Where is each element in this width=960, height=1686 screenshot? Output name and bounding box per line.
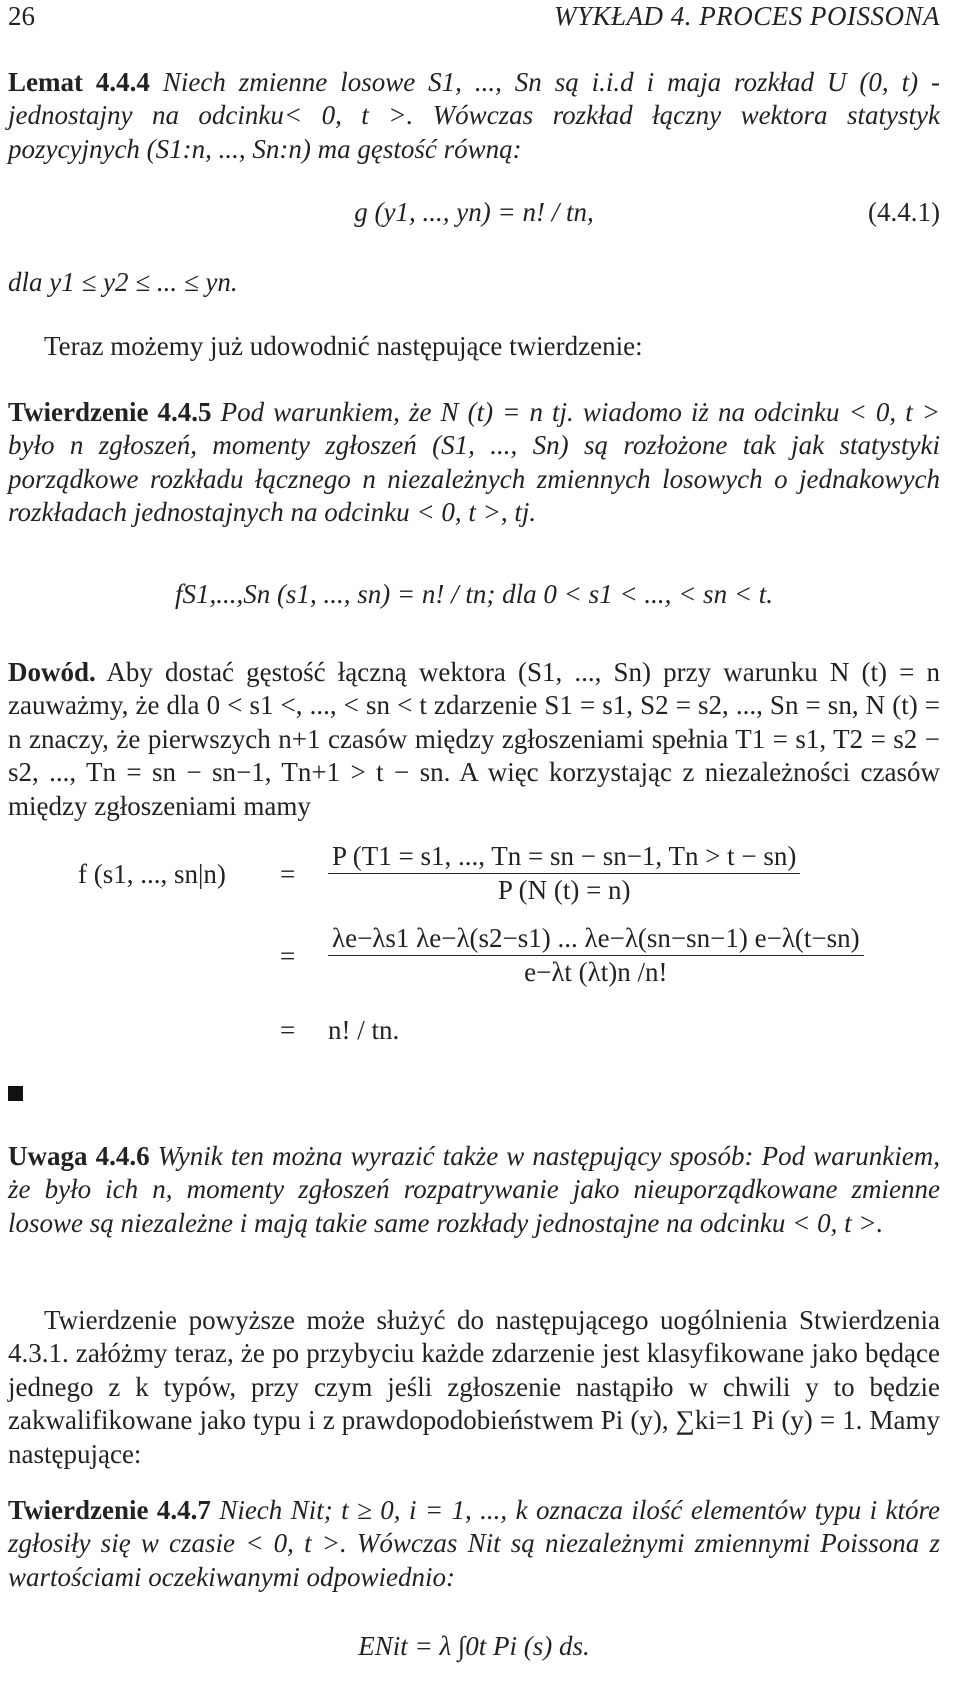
- lemma-condition: dla y1 ≤ y2 ≤ ... ≤ yn.: [8, 267, 238, 297]
- lemma-text: Niech zmienne losowe S1, ..., Sn są i.i.d i maja rozkład U (0, t) -jednostajny na odcinku< 0, t >. Wówczas rozkład łączny wektora statystyk pozycyjnych (S1:n, ..., Sn:n) ma gęstość równą:: [8, 67, 940, 164]
- qed-square: [8, 1086, 23, 1101]
- body-paragraph: Twierdzenie powyższe może służyć do następującego uogólnienia Stwierdzenia 4.3.1. załóżmy teraz, że po przybyciu każde zdarzenie jest klasyfikowane jako będące jednego z k typów, przy czym jeśli zgłoszenie nastąpiło w chwili y to będzie zakwalifikowane jako typu i z prawdopodobieństwem Pi (y), ∑ki=1 Pi (y) = 1. Mamy następujące:: [8, 1305, 940, 1469]
- running-title: WYKŁAD 4. PROCES POISSONA: [554, 1, 940, 31]
- equals-sign: =: [280, 859, 296, 889]
- proof-text: Aby dostać gęstość łączną wektora (S1, ..., Sn) przy warunku N (t) = n zauważmy, że dla 0 < s1 <, ..., < sn < t zdarzenie S1 = s1, S2 = s2, ..., Sn = sn, N (t) = n znaczy, że pierwszych n+1 czasów między zgłoszeniami spełnia T1 = s1, T2 = s2 − s2, ..., Tn = sn − sn−1, Tn+1 > t − sn. A więc korzystając z niezależności czasów między zgłoszeniami mamy: [8, 657, 940, 821]
- proof: [8, 656, 940, 823]
- derivation-step-1: $\frac{P (T1 = s1, ..., Tn = sn - sn-1, Tn > t - sn)}{P (N (t) = n)}$: [328, 840, 800, 908]
- remark-label: Uwaga 4.4.6: [8, 1141, 150, 1171]
- derivation-step-2: $\frac{\lambda e-\lambda s1 \lambda e-\lambda(s2-s1) ... \lambda e-\lambda(sn-sn-1) e-\lambda(t-sn)}{e-\lambda t (\lambda t)n /n!}$: [328, 922, 864, 990]
- running-header: [8, 0, 940, 40]
- theorem-4-4-5: [8, 396, 940, 530]
- equals-sign: =: [280, 941, 296, 971]
- lemma-label: Lemat 4.4.4: [8, 67, 150, 97]
- page-number: 26: [8, 1, 35, 31]
- theorem-4-4-7: [8, 1494, 940, 1594]
- lemma-4-4-4: [8, 66, 940, 166]
- theorem-equation: fS1,...,Sn (s1, ..., sn) = n! / tn; dla 0 < s1 < ..., < sn < t.: [174, 579, 774, 609]
- equation-number: (4.4.1): [868, 197, 940, 227]
- derivation-lhs: f (s1, ..., sn|n): [78, 859, 226, 889]
- theorem-text: Niech Nit; t ≥ 0, i = 1, ..., k oznacza ilość elementów typu i które zgłosiły się w czasie < 0, t >. Wówczas Nit są niezależnymi zmiennymi Poissona z wartościami oczekiwanymi odpowiednio:: [8, 1495, 941, 1592]
- theorem-label: Twierdzenie 4.4.5: [8, 397, 212, 427]
- theorem-label: Twierdzenie 4.4.7: [8, 1495, 211, 1525]
- lemma-equation: g (y1, ..., yn) = n! / tn,: [354, 197, 594, 227]
- remark-text: Wynik ten można wyrazić także w następujący sposób: Pod warunkiem, że było ich n, momenty zgłoszeń rozpatrywanie jako nieuporządkowane zmienne losowe są niezależne i mają takie same rozkłady jednostajne na odcinku < 0, t >.: [8, 1141, 940, 1238]
- proof-label: Dowód.: [8, 657, 96, 687]
- remark-4-4-6: [8, 1140, 940, 1240]
- theorem-text: Pod warunkiem, że N (t) = n tj. wiadomo iż na odcinku < 0, t > było n zgłoszeń, momenty zgłoszeń (S1, ..., Sn) są rozłożone tak jak statystyki porządkowe rozkładu łącznego n niezależnych zmiennych losowych o jednakowych rozkładach jednostajnych na odcinku < 0, t >, tj.: [8, 397, 940, 528]
- theorem-equation: ENit = λ ∫0t Pi (s) ds.: [358, 1631, 590, 1661]
- equals-sign: =: [280, 1015, 296, 1045]
- derivation-step-3: n! / tn.: [328, 1015, 400, 1045]
- transition-sentence: Teraz możemy już udowodnić następujące twierdzenie:: [44, 331, 643, 361]
